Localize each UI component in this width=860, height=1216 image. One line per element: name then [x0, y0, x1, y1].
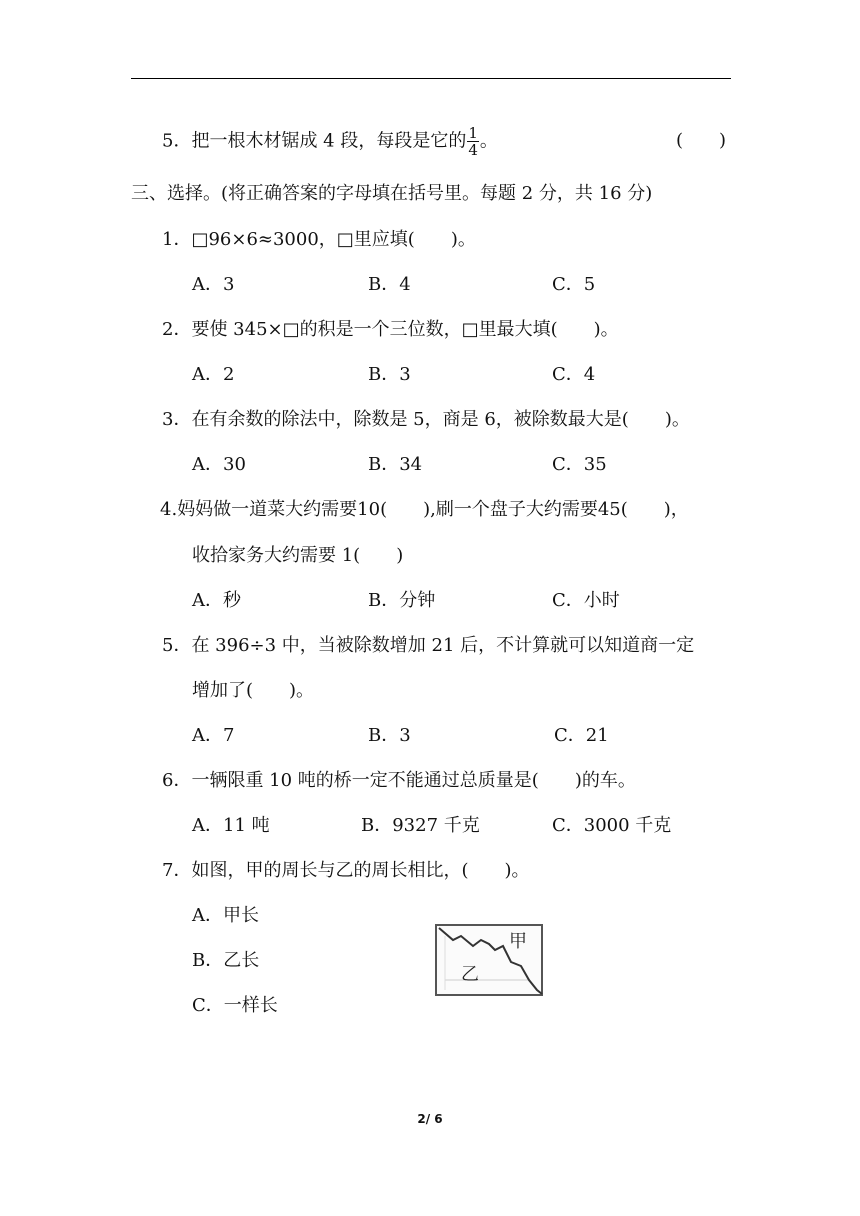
option-b: B．34 — [368, 454, 423, 475]
question-number: 5． — [162, 635, 192, 656]
question-text: 在有余数的除法中，除数是 5，商是 6，被除数最大是( )。 — [191, 409, 690, 430]
figure-label-yi: 乙 — [461, 964, 479, 985]
question-text: 如图，甲的周长与乙的周长相比，( )。 — [191, 860, 530, 881]
question-4-line-2: 收拾家务大约需要 1( ) — [192, 545, 404, 566]
question-text: 一辆限重 10 吨的桥一定不能通过总质量是( )的车。 — [191, 770, 636, 791]
question-4 — [160, 498, 689, 522]
question-number: 2． — [162, 319, 192, 340]
judge-q5-text: 把一根木材锯成 4 段，每段是它的 — [191, 130, 467, 152]
perimeter-figure — [433, 922, 545, 998]
option-a: A．2 — [192, 364, 235, 385]
option-a: A．30 — [192, 454, 246, 475]
question-5-line-2: 增加了( )。 — [192, 680, 315, 701]
option-c: C．35 — [552, 454, 607, 475]
question-number: 6． — [162, 770, 192, 791]
question-text: □96×6≈3000，□里应填( )。 — [191, 229, 476, 250]
question-number: 3． — [162, 409, 192, 430]
question-number: 1． — [162, 229, 192, 250]
question-text: 妈妈做一道菜大约需要10( ),刷一个盘子大约需要45( )， — [177, 499, 689, 520]
question-7 — [162, 859, 530, 883]
option-c: C．5 — [552, 274, 596, 295]
option-b: B．4 — [368, 274, 411, 295]
question-text: 在 396÷3 中，当被除数增加 21 后，不计算就可以知道商一定 — [191, 635, 695, 656]
option-b: B．乙长 — [192, 950, 260, 971]
option-a: A．甲长 — [192, 905, 259, 926]
question-3 — [162, 408, 690, 432]
option-b: B．分钟 — [368, 590, 436, 611]
option-b: B．3 — [368, 364, 411, 385]
option-c: C．3000 千克 — [552, 815, 672, 836]
option-b: B．3 — [368, 725, 411, 746]
question-text: 要使 345×□的积是一个三位数，□里最大填( )。 — [191, 319, 619, 340]
question-6 — [162, 769, 636, 793]
question-1 — [162, 228, 476, 252]
option-b: B．9327 千克 — [361, 815, 480, 836]
option-c: C．小时 — [552, 590, 620, 611]
question-number: 7． — [162, 860, 192, 881]
option-a: A．11 吨 — [192, 815, 270, 836]
option-c: C．一样长 — [192, 995, 278, 1016]
judge-q5-end: 。 — [479, 130, 498, 152]
option-c: C．4 — [552, 364, 596, 385]
question-5 — [162, 634, 694, 658]
figure-label-jia: 甲 — [509, 931, 527, 952]
figure-svg — [433, 922, 545, 998]
header-rule — [131, 78, 731, 79]
question-2 — [162, 318, 619, 342]
fraction-numerator: 1 — [468, 124, 478, 142]
page-number: 2/ 6 — [417, 1112, 443, 1126]
option-c: C．21 — [554, 725, 609, 746]
option-a: A．秒 — [192, 590, 241, 611]
fraction-denominator: 4 — [468, 141, 478, 159]
option-a: A．3 — [192, 274, 235, 295]
option-a: A．7 — [192, 725, 235, 746]
judge-q5-answer-paren: ( ) — [676, 130, 727, 151]
fraction — [467, 125, 479, 158]
judge-q5 — [162, 125, 498, 158]
question-number: 4. — [160, 499, 178, 520]
section-title: 三、选择。(将正确答案的字母填在括号里。每题 2 分，共 16 分) — [131, 183, 653, 204]
judge-q5-number: 5． — [162, 130, 192, 152]
